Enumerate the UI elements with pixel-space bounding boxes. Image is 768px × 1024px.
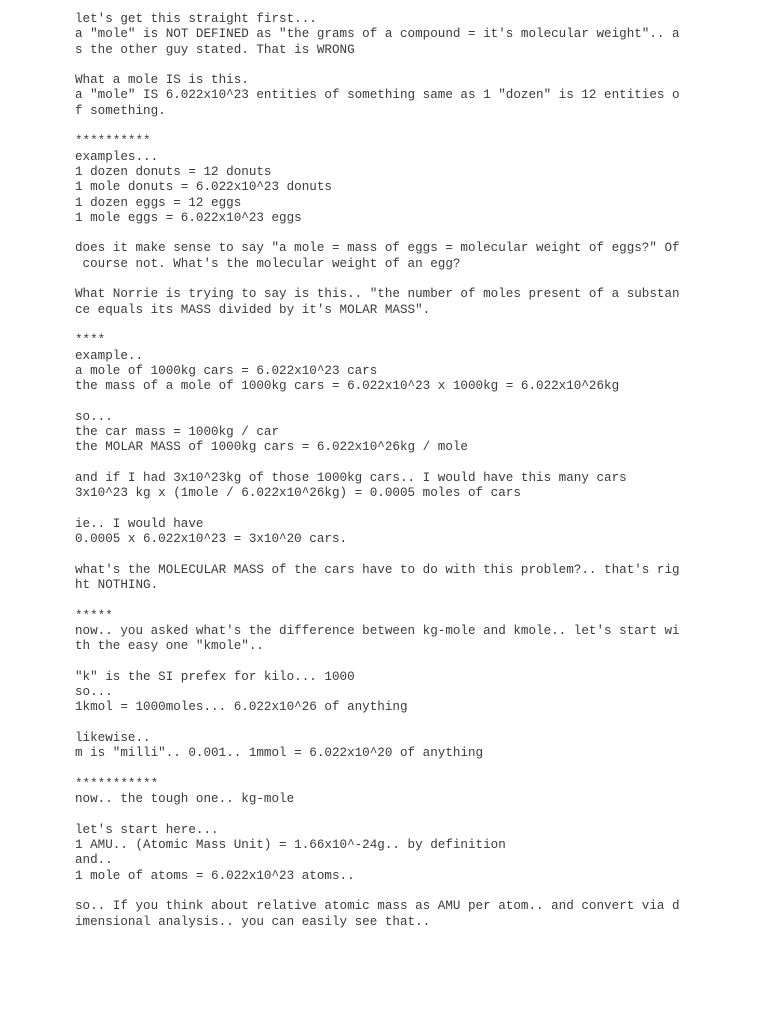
text-line: What a mole IS is this.: [75, 73, 249, 88]
document-body: [75, 12, 685, 930]
text-line: the mass of a mole of 1000kg cars = 6.022x10^23 x 1000kg = 6.022x10^26kg: [75, 379, 620, 394]
text-line: what's the MOLECULAR MASS of the cars have to do with this problem?.. that's rig: [75, 562, 680, 577]
separator-line: ****: [75, 333, 106, 348]
text-line: 1 mole eggs = 6.022x10^23 eggs: [75, 210, 302, 225]
blank-line: [75, 318, 685, 333]
text-line: let's get this straight first...: [75, 12, 317, 26]
text-line: th the easy one "kmole"..: [75, 639, 264, 654]
blank-line: [75, 547, 685, 562]
text-line: and if I had 3x10^23kg of those 1000kg cars.. I would have this many cars: [75, 470, 627, 485]
text-line: a "mole" IS 6.022x10^23 entities of something same as 1 "dozen" is 12 entities o: [75, 88, 680, 103]
separator-line: **********: [75, 134, 151, 149]
text-line: a "mole" is NOT DEFINED as "the grams of a compound = it's molecular weight".. a: [75, 27, 680, 42]
text-line: the car mass = 1000kg / car: [75, 425, 280, 440]
text-line: now.. the tough one.. kg-mole: [75, 792, 295, 807]
text-line: ce equals its MASS divided by it's MOLAR MASS".: [75, 302, 431, 317]
text-line: so...: [75, 409, 113, 424]
text-line: 1 dozen eggs = 12 eggs: [75, 195, 242, 210]
text-line: imensional analysis.. you can easily see that..: [75, 914, 431, 929]
text-line: likewise..: [75, 730, 151, 745]
text-line: 1 mole donuts = 6.022x10^23 donuts: [75, 180, 332, 195]
text-line: f something.: [75, 103, 166, 118]
text-line: ht NOTHING.: [75, 577, 159, 592]
text-line: so.. If you think about relative atomic mass as AMU per atom.. and convert via d: [75, 899, 680, 914]
text-line: s the other guy stated. That is WRONG: [75, 42, 355, 57]
separator-line: *****: [75, 608, 113, 623]
blank-line: [75, 502, 685, 517]
text-line: examples...: [75, 149, 159, 164]
blank-line: [75, 807, 685, 822]
blank-line: [75, 119, 685, 134]
text-line: 0.0005 x 6.022x10^23 = 3x10^20 cars.: [75, 532, 348, 547]
text-line: course not. What's the molecular weight of an egg?: [75, 256, 461, 271]
text-line: 1 AMU.. (Atomic Mass Unit) = 1.66x10^-24g.. by definition: [75, 838, 506, 853]
text-line: 1 dozen donuts = 12 donuts: [75, 164, 272, 179]
text-line: 3x10^23 kg x (1mole / 6.022x10^26kg) = 0.0005 moles of cars: [75, 486, 521, 501]
text-line: does it make sense to say "a mole = mass of eggs = molecular weight of eggs?" Of: [75, 241, 680, 256]
text-line: "k" is the SI prefex for kilo... 1000: [75, 669, 355, 684]
blank-line: [75, 272, 685, 287]
blank-line: [75, 394, 685, 409]
blank-line: [75, 884, 685, 899]
text-line: so...: [75, 685, 113, 700]
text-line: m is "milli".. 0.001.. 1mmol = 6.022x10^20 of anything: [75, 746, 484, 761]
text-line: 1kmol = 1000moles... 6.022x10^26 of anything: [75, 700, 408, 715]
text-line: and..: [75, 853, 113, 868]
blank-line: [75, 654, 685, 669]
blank-line: [75, 593, 685, 608]
text-line: example..: [75, 348, 144, 363]
text-line: now.. you asked what's the difference between kg-mole and kmole.. let's start wi: [75, 623, 680, 638]
blank-line: [75, 226, 685, 241]
blank-line: [75, 456, 685, 471]
text-line: 1 mole of atoms = 6.022x10^23 atoms..: [75, 868, 355, 883]
blank-line: [75, 716, 685, 731]
blank-line: [75, 58, 685, 73]
text-line: the MOLAR MASS of 1000kg cars = 6.022x10^26kg / mole: [75, 440, 468, 455]
blank-line: [75, 762, 685, 777]
text-line: What Norrie is trying to say is this.. "the number of moles present of a substan: [75, 287, 680, 302]
text-line: let's start here...: [75, 822, 219, 837]
text-line: ie.. I would have: [75, 516, 204, 531]
separator-line: ***********: [75, 776, 159, 791]
text-line: a mole of 1000kg cars = 6.022x10^23 cars: [75, 363, 378, 378]
